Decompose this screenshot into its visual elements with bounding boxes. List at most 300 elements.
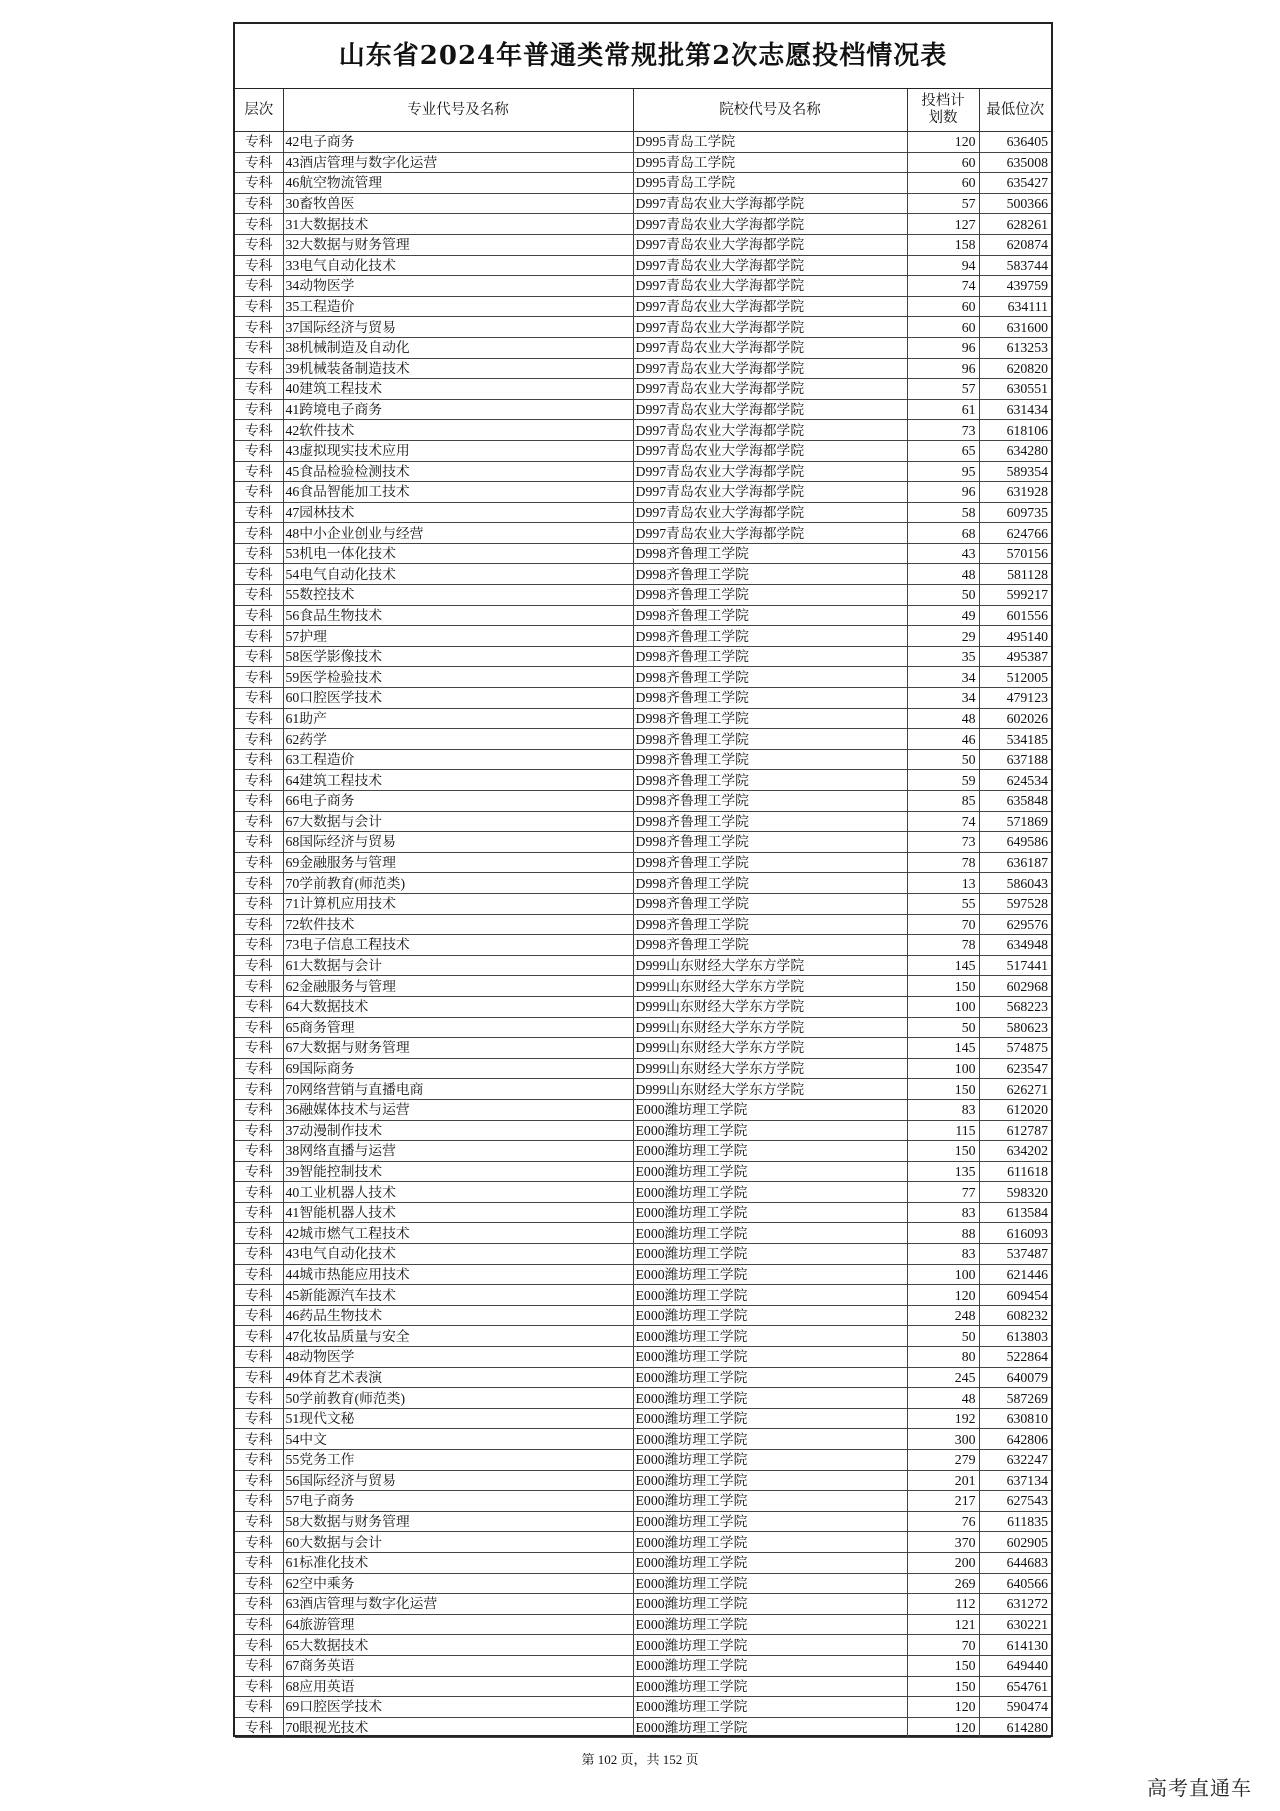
cell-plan: 49 [907,605,979,626]
cell-major: 65大数据技术 [283,1635,633,1656]
table-row [235,749,1051,770]
cell-level: 专科 [235,152,283,173]
cell-school: E000潍坊理工学院 [633,1244,907,1265]
cell-min-rank: 590474 [979,1697,1051,1718]
cell-plan: 158 [907,234,979,255]
cell-plan: 61 [907,399,979,420]
cell-level: 专科 [235,1388,283,1409]
cell-major: 30畜牧兽医 [283,193,633,214]
cell-min-rank: 636405 [979,132,1051,153]
cell-plan: 96 [907,358,979,379]
table-row [235,996,1051,1017]
cell-level: 专科 [235,749,283,770]
cell-plan: 100 [907,1058,979,1079]
cell-level: 专科 [235,1450,283,1471]
cell-major: 45食品检验检测技术 [283,461,633,482]
cell-level: 专科 [235,996,283,1017]
cell-min-rank: 537487 [979,1244,1051,1265]
cell-level: 专科 [235,132,283,153]
table-row [235,1285,1051,1306]
cell-school: D997青岛农业大学海都学院 [633,255,907,276]
cell-level: 专科 [235,1532,283,1553]
cell-min-rank: 512005 [979,667,1051,688]
cell-min-rank: 614130 [979,1635,1051,1656]
cell-level: 专科 [235,1511,283,1532]
table-row [235,1182,1051,1203]
cell-level: 专科 [235,317,283,338]
cell-min-rank: 634280 [979,440,1051,461]
table-row [235,1470,1051,1491]
cell-school: D999山东财经大学东方学院 [633,1058,907,1079]
cell-school: D998齐鲁理工学院 [633,811,907,832]
cell-plan: 80 [907,1347,979,1368]
table-row [235,358,1051,379]
cell-min-rank: 500366 [979,193,1051,214]
cell-plan: 83 [907,1202,979,1223]
table-row [235,729,1051,750]
cell-level: 专科 [235,791,283,812]
cell-level: 专科 [235,1367,283,1388]
cell-major: 46航空物流管理 [283,173,633,194]
cell-plan: 150 [907,1676,979,1697]
cell-major: 37国际经济与贸易 [283,317,633,338]
cell-level: 专科 [235,1408,283,1429]
table-row [235,1058,1051,1079]
cell-major: 43电气自动化技术 [283,1244,633,1265]
cell-major: 38网络直播与运营 [283,1141,633,1162]
table-body [235,132,1051,1738]
cell-major: 70眼视光技术 [283,1717,633,1738]
table-row [235,688,1051,709]
cell-plan: 201 [907,1470,979,1491]
cell-plan: 370 [907,1532,979,1553]
cell-min-rank: 609454 [979,1285,1051,1306]
cell-school: E000潍坊理工学院 [633,1594,907,1615]
cell-major: 54中文 [283,1429,633,1450]
cell-school: E000潍坊理工学院 [633,1223,907,1244]
cell-min-rank: 631600 [979,317,1051,338]
cell-min-rank: 583744 [979,255,1051,276]
cell-school: D997青岛农业大学海都学院 [633,482,907,503]
cell-level: 专科 [235,1676,283,1697]
cell-min-rank: 602905 [979,1532,1051,1553]
header-plan: 投档计划数 [907,89,979,132]
table-row [235,873,1051,894]
cell-plan: 74 [907,276,979,297]
cell-school: E000潍坊理工学院 [633,1326,907,1347]
table-row [235,1223,1051,1244]
cell-plan: 269 [907,1573,979,1594]
cell-min-rank: 630810 [979,1408,1051,1429]
page-footer: 第 102 页，共 152 页 [581,1752,699,1767]
table-row [235,337,1051,358]
cell-min-rank: 635848 [979,791,1051,812]
cell-major: 64大数据技术 [283,996,633,1017]
cell-major: 64旅游管理 [283,1614,633,1635]
table-row [235,482,1051,503]
cell-school: E000潍坊理工学院 [633,1408,907,1429]
table-row [235,502,1051,523]
cell-plan: 112 [907,1594,979,1615]
cell-level: 专科 [235,811,283,832]
cell-min-rank: 635008 [979,152,1051,173]
cell-min-rank: 631272 [979,1594,1051,1615]
cell-min-rank: 620874 [979,234,1051,255]
cell-plan: 145 [907,955,979,976]
cell-major: 48动物医学 [283,1347,633,1368]
cell-major: 62金融服务与管理 [283,976,633,997]
cell-major: 68国际经济与贸易 [283,832,633,853]
table-row [235,317,1051,338]
cell-plan: 192 [907,1408,979,1429]
cell-plan: 248 [907,1305,979,1326]
cell-major: 56国际经济与贸易 [283,1470,633,1491]
cell-min-rank: 631928 [979,482,1051,503]
cell-school: E000潍坊理工学院 [633,1676,907,1697]
cell-major: 68应用英语 [283,1676,633,1697]
cell-level: 专科 [235,1594,283,1615]
cell-major: 50学前教育(师范类) [283,1388,633,1409]
page-title: 山东省2024年普通类常规批第2次志愿投档情况表 [235,24,1051,89]
table-row [235,1532,1051,1553]
cell-major: 63工程造价 [283,749,633,770]
cell-major: 44城市热能应用技术 [283,1264,633,1285]
table-row [235,1717,1051,1738]
cell-school: D999山东财经大学东方学院 [633,976,907,997]
table-row [235,976,1051,997]
cell-plan: 57 [907,193,979,214]
cell-level: 专科 [235,1079,283,1100]
cell-school: E000潍坊理工学院 [633,1532,907,1553]
cell-major: 36融媒体技术与运营 [283,1099,633,1120]
cell-major: 37动漫制作技术 [283,1120,633,1141]
cell-school: D997青岛农业大学海都学院 [633,399,907,420]
table-row [235,955,1051,976]
cell-min-rank: 495140 [979,626,1051,647]
cell-major: 62药学 [283,729,633,750]
cell-level: 专科 [235,564,283,585]
cell-major: 67商务英语 [283,1655,633,1676]
cell-plan: 145 [907,1038,979,1059]
cell-school: E000潍坊理工学院 [633,1347,907,1368]
cell-major: 70学前教育(师范类) [283,873,633,894]
table-row [235,1408,1051,1429]
cell-school: D998齐鲁理工学院 [633,873,907,894]
cell-school: E000潍坊理工学院 [633,1697,907,1718]
cell-level: 专科 [235,1017,283,1038]
table-row [235,1326,1051,1347]
cell-school: D999山东财经大学东方学院 [633,996,907,1017]
cell-school: E000潍坊理工学院 [633,1202,907,1223]
admission-table [235,89,1051,1738]
cell-level: 专科 [235,1120,283,1141]
cell-major: 43虚拟现实技术应用 [283,440,633,461]
cell-min-rank: 644683 [979,1552,1051,1573]
cell-major: 56食品生物技术 [283,605,633,626]
cell-plan: 85 [907,791,979,812]
cell-major: 41智能机器人技术 [283,1202,633,1223]
cell-plan: 48 [907,708,979,729]
table-row [235,1120,1051,1141]
cell-plan: 59 [907,770,979,791]
table-row [235,234,1051,255]
cell-major: 48中小企业创业与经营 [283,523,633,544]
cell-major: 61助产 [283,708,633,729]
cell-level: 专科 [235,1717,283,1738]
cell-plan: 50 [907,1326,979,1347]
cell-min-rank: 614280 [979,1717,1051,1738]
cell-school: E000潍坊理工学院 [633,1182,907,1203]
table-row [235,1655,1051,1676]
cell-level: 专科 [235,1491,283,1512]
cell-school: D998齐鲁理工学院 [633,543,907,564]
cell-min-rank: 613584 [979,1202,1051,1223]
cell-plan: 60 [907,152,979,173]
cell-major: 64建筑工程技术 [283,770,633,791]
cell-school: D998齐鲁理工学院 [633,585,907,606]
table-row [235,852,1051,873]
cell-major: 31大数据技术 [283,214,633,235]
table-row [235,379,1051,400]
cell-plan: 50 [907,585,979,606]
cell-level: 专科 [235,708,283,729]
cell-min-rank: 630551 [979,379,1051,400]
cell-min-rank: 612787 [979,1120,1051,1141]
table-row [235,791,1051,812]
cell-min-rank: 613803 [979,1326,1051,1347]
cell-school: D997青岛农业大学海都学院 [633,523,907,544]
cell-level: 专科 [235,1614,283,1635]
table-row [235,935,1051,956]
table-row [235,523,1051,544]
cell-major: 35工程造价 [283,296,633,317]
cell-min-rank: 574875 [979,1038,1051,1059]
table-row [235,646,1051,667]
cell-plan: 100 [907,996,979,1017]
cell-major: 66电子商务 [283,791,633,812]
cell-plan: 73 [907,420,979,441]
cell-plan: 94 [907,255,979,276]
cell-level: 专科 [235,523,283,544]
cell-plan: 217 [907,1491,979,1512]
cell-plan: 74 [907,811,979,832]
cell-school: E000潍坊理工学院 [633,1429,907,1450]
table-row [235,1038,1051,1059]
cell-plan: 245 [907,1367,979,1388]
cell-school: D998齐鲁理工学院 [633,646,907,667]
cell-min-rank: 613253 [979,337,1051,358]
cell-min-rank: 626271 [979,1079,1051,1100]
cell-major: 42电子商务 [283,132,633,153]
table-row [235,1264,1051,1285]
table-row [235,1552,1051,1573]
cell-plan: 78 [907,935,979,956]
cell-plan: 96 [907,482,979,503]
cell-major: 67大数据与财务管理 [283,1038,633,1059]
cell-level: 专科 [235,276,283,297]
cell-school: D998齐鲁理工学院 [633,893,907,914]
table-header-row [235,89,1051,132]
cell-min-rank: 654761 [979,1676,1051,1697]
table-row [235,564,1051,585]
cell-plan: 50 [907,749,979,770]
cell-major: 41跨境电子商务 [283,399,633,420]
cell-plan: 60 [907,296,979,317]
cell-min-rank: 602968 [979,976,1051,997]
cell-level: 专科 [235,502,283,523]
cell-school: E000潍坊理工学院 [633,1573,907,1594]
table-row [235,708,1051,729]
table-row [235,440,1051,461]
table-row [235,173,1051,194]
cell-level: 专科 [235,420,283,441]
table-row [235,1367,1051,1388]
cell-level: 专科 [235,1058,283,1079]
cell-school: E000潍坊理工学院 [633,1099,907,1120]
cell-min-rank: 618106 [979,420,1051,441]
cell-major: 39智能控制技术 [283,1161,633,1182]
cell-level: 专科 [235,337,283,358]
cell-major: 60口腔医学技术 [283,688,633,709]
cell-plan: 34 [907,667,979,688]
cell-school: D998齐鲁理工学院 [633,749,907,770]
cell-min-rank: 627543 [979,1491,1051,1512]
cell-min-rank: 439759 [979,276,1051,297]
cell-level: 专科 [235,234,283,255]
cell-level: 专科 [235,1285,283,1306]
cell-min-rank: 598320 [979,1182,1051,1203]
cell-school: E000潍坊理工学院 [633,1717,907,1738]
cell-min-rank: 611618 [979,1161,1051,1182]
cell-level: 专科 [235,1326,283,1347]
cell-school: D997青岛农业大学海都学院 [633,420,907,441]
cell-min-rank: 630221 [979,1614,1051,1635]
cell-school: D997青岛农业大学海都学院 [633,214,907,235]
cell-school: E000潍坊理工学院 [633,1511,907,1532]
cell-school: E000潍坊理工学院 [633,1161,907,1182]
cell-major: 47化妆品质量与安全 [283,1326,633,1347]
cell-major: 60大数据与会计 [283,1532,633,1553]
cell-min-rank: 621446 [979,1264,1051,1285]
cell-min-rank: 602026 [979,708,1051,729]
table-row [235,1450,1051,1471]
cell-major: 49体育艺术表演 [283,1367,633,1388]
cell-min-rank: 649440 [979,1655,1051,1676]
cell-major: 57电子商务 [283,1491,633,1512]
table-row [235,626,1051,647]
cell-min-rank: 601556 [979,605,1051,626]
cell-level: 专科 [235,1264,283,1285]
cell-school: D998齐鲁理工学院 [633,626,907,647]
table-row [235,1017,1051,1038]
cell-school: D995青岛工学院 [633,152,907,173]
cell-level: 专科 [235,955,283,976]
cell-plan: 68 [907,523,979,544]
cell-school: D997青岛农业大学海都学院 [633,337,907,358]
cell-level: 专科 [235,1697,283,1718]
cell-min-rank: 534185 [979,729,1051,750]
table-row [235,1079,1051,1100]
cell-min-rank: 629576 [979,914,1051,935]
cell-level: 专科 [235,729,283,750]
table-row [235,1697,1051,1718]
table-row [235,1244,1051,1265]
cell-min-rank: 517441 [979,955,1051,976]
table-row [235,1614,1051,1635]
cell-school: D998齐鲁理工学院 [633,688,907,709]
cell-min-rank: 637188 [979,749,1051,770]
cell-plan: 70 [907,914,979,935]
cell-level: 专科 [235,543,283,564]
cell-plan: 150 [907,1079,979,1100]
cell-school: D999山东财经大学东方学院 [633,1038,907,1059]
cell-school: D997青岛农业大学海都学院 [633,234,907,255]
cell-major: 61大数据与会计 [283,955,633,976]
cell-level: 专科 [235,667,283,688]
cell-school: E000潍坊理工学院 [633,1552,907,1573]
cell-major: 33电气自动化技术 [283,255,633,276]
cell-min-rank: 640079 [979,1367,1051,1388]
cell-level: 专科 [235,1244,283,1265]
cell-level: 专科 [235,914,283,935]
cell-plan: 48 [907,564,979,585]
header-level: 层次 [235,89,283,132]
cell-plan: 78 [907,852,979,873]
cell-plan: 120 [907,132,979,153]
cell-min-rank: 580623 [979,1017,1051,1038]
cell-level: 专科 [235,214,283,235]
cell-plan: 73 [907,832,979,853]
cell-min-rank: 624534 [979,770,1051,791]
cell-level: 专科 [235,1347,283,1368]
cell-school: D997青岛农业大学海都学院 [633,461,907,482]
cell-min-rank: 586043 [979,873,1051,894]
cell-school: D997青岛农业大学海都学院 [633,276,907,297]
cell-plan: 76 [907,1511,979,1532]
cell-level: 专科 [235,1161,283,1182]
cell-plan: 77 [907,1182,979,1203]
cell-level: 专科 [235,646,283,667]
cell-major: 47园林技术 [283,502,633,523]
cell-major: 34动物医学 [283,276,633,297]
table-row [235,1305,1051,1326]
cell-level: 专科 [235,1573,283,1594]
cell-plan: 34 [907,688,979,709]
cell-plan: 120 [907,1285,979,1306]
cell-level: 专科 [235,585,283,606]
cell-school: E000潍坊理工学院 [633,1614,907,1635]
table-row [235,1161,1051,1182]
cell-plan: 83 [907,1099,979,1120]
cell-level: 专科 [235,296,283,317]
cell-plan: 88 [907,1223,979,1244]
table-row [235,255,1051,276]
cell-level: 专科 [235,1223,283,1244]
cell-school: D997青岛农业大学海都学院 [633,358,907,379]
cell-level: 专科 [235,770,283,791]
cell-school: E000潍坊理工学院 [633,1285,907,1306]
cell-major: 72软件技术 [283,914,633,935]
cell-school: D998齐鲁理工学院 [633,729,907,750]
cell-min-rank: 522864 [979,1347,1051,1368]
cell-min-rank: 609735 [979,502,1051,523]
table-row [235,461,1051,482]
cell-school: D999山东财经大学东方学院 [633,1079,907,1100]
cell-level: 专科 [235,873,283,894]
cell-school: E000潍坊理工学院 [633,1367,907,1388]
table-row [235,605,1051,626]
table-row [235,152,1051,173]
